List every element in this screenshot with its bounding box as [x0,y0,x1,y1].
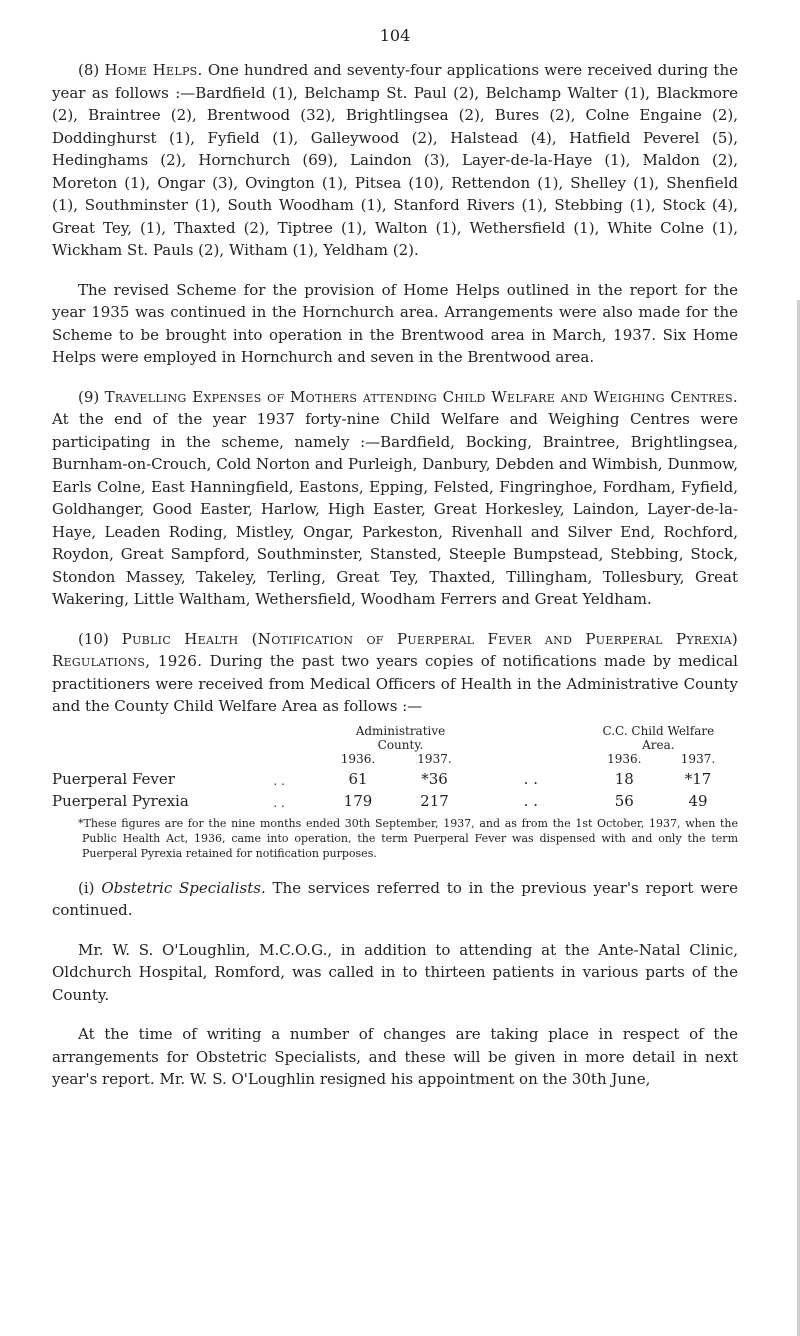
table-cell: 61 [348,769,368,788]
section-text: The services referred to in the previous year's report were continued. [52,878,738,919]
year-header: 1936. [607,751,642,766]
page-number: 104 [379,26,411,45]
dot-leader: . . [273,773,285,788]
table-cell: 179 [343,791,373,810]
notifications-table [52,724,732,810]
table-cell: *36 [421,769,448,788]
dot-leader: . . [523,769,538,788]
table-row [52,788,732,810]
year-header: 1936. [340,751,376,766]
row-label: Puerperal Fever [52,769,175,788]
paragraph-changes: At the time of writing a number of changes are taking place in respect of the arrangements for Obstetric Specialists, and these will be given in more detail in next year's report. Mr. W. S. O'Loughlin resigned his appointment on the 30th June, [52,1025,738,1088]
section-text: At the end of the year 1937 forty-nine Child Welfare and Weighing Centres were participating in the scheme, namely :—Bardfield, Bocking, Braintree, Brightlingsea, Burnham-on-Crouch, Cold Norton and Purleigh, Danbury, Debden and Wimbish, Dunmow, Earls Colne, East Hanningfield, Eastons, Epping, Felsted, Fingringhoe, Fordham, Fyfield, Goldhanger, Good Easter, Harlow, High Easter, Great Horkesley, Laindon, Layer-de-la-Haye, Leaden Roding, Mistley, Ongar, Parkeston, Rivenhall and Silver End, Rochford, Roydon, Great Sampford, Southminster, Stansted, Steeple Bumpstead, Stebbing, Stock, Stondon Massey, Takeley, Terling, Great Tey, Thaxted, Tillingham, Tollesbury, Great Wakering, Little Waltham, Wethersfield, Woodham Ferrers and Great Yeldham. [52,410,738,608]
row-label: Puerperal Pyrexia [52,791,189,810]
table-cell: 49 [688,791,708,810]
table-cell: 18 [614,769,634,788]
column-group-header-child-welfare-area: C.C. Child Welfare Area. [602,723,715,752]
section-text: One hundred and seventy-four applications were received during the year as follows :—Bardfield (1), Belchamp St. Paul (2), Belchamp Walter (1), Blackmore (2), Braintree (2), Brentwood (32), Brightlingsea (2), Bures (2), Colne Engaine (2), Doddinghurst (1), Fyfield (1), Galleywood (2), Halstead (4), Hatfield Peverel (5), Hedinghams (2), Hornchurch (69), Laindon (3), Layer-de-la-Haye (1), Maldon (2), Moreton (1), Ongar (3), Ovington (1), Pitsea (10), Rettendon (1), Shelley (1), Shenfield (1), Southminster (1), South Woodham (1), Stanford Rivers (1), Stebbing (1), Stock (4), Great Tey, (1), Thaxted (2), Tiptree (1), Walton (1), Wethersfield (1), White Colne (1), Wickham St. Pauls (2), Witham (1), Yeldham (2). [52,61,738,259]
section-heading: Public Health (Notification of Puerperal Fever and Puerperal Pyrexia) Regulations, 1926. [52,629,738,670]
table-row [52,766,732,788]
dot-leader: . . [523,791,538,810]
dot-leader: . . [273,795,285,810]
paragraph-oloughlin-clinic: Mr. W. S. O'Loughlin, M.C.O.G., in addition to attending at the Ante-Natal Clinic, Oldchurch Hospital, Romford, was called in to thirteen patients in various parts of the County. [52,940,738,1004]
section-number: (9) [78,387,100,406]
section-number: (10) [78,629,109,648]
table-cell: 56 [614,791,634,810]
section-heading: Home Helps. [104,61,203,79]
paragraph-travelling-expenses [52,386,738,611]
year-header: 1937. [417,751,452,766]
year-header: 1937. [680,751,716,766]
section-text: During the past two years copies of notifications made by medical practitioners were received from Medical Officers of Health in the Administrative County and the County Child Welfare Area as follows :— [52,652,738,715]
section-number: (8) [78,61,100,79]
table-footnote: *These figures are for the nine months ended 30th September, 1937, and as from the 1st October, 1937, when the Public Health Act, 1936, came into operation, the term Puerperal Fever was dispensed with and only the term Puerperal Pyrexia retained for notification purposes. [78,816,738,860]
paragraph-puerperal-regulations [52,628,738,718]
section-heading: Travelling Expenses of Mothers attending Child Welfare and Weighing Centres. [104,387,738,406]
section-heading: Obstetric Specialists. [101,878,266,897]
paragraph-home-helps-scheme: The revised Scheme for the provision of Home Helps outlined in the report for the year 1935 was continued in the Hornchurch area. Arrangements were also made for the Scheme to be brought into operation in the Brentwood area in March, 1937. Six Home Helps were employed in Hornchurch and seven in the Brentwood area. [52,280,738,366]
column-group-header-administrative-county: Administrative County. [355,723,446,752]
paragraph-home-helps [52,59,738,262]
table-cell: 217 [420,791,449,810]
section-number: (i) [78,878,95,897]
table-cell: *17 [684,769,712,788]
paragraph-obstetric-specialists [52,877,738,922]
